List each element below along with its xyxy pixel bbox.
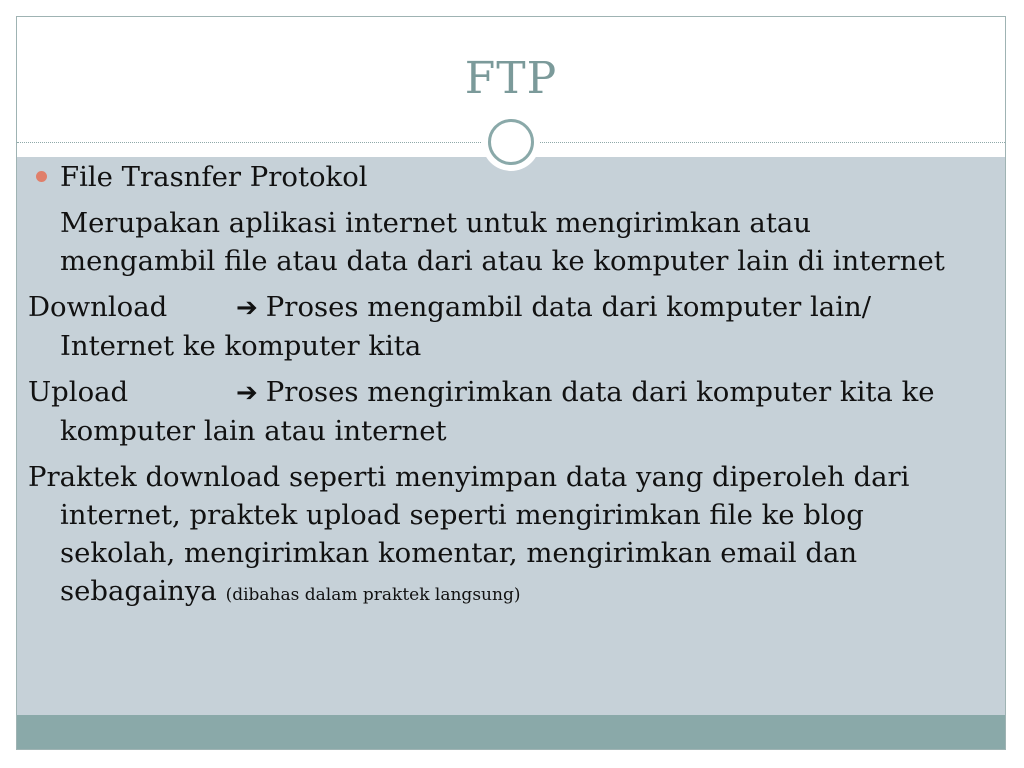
- bullet-dot-icon: [36, 171, 47, 182]
- upload-term: Upload: [28, 376, 129, 408]
- slide-content: [28, 158, 958, 614]
- arrow-right-icon: ➔: [236, 378, 258, 408]
- upload-definition: [28, 373, 958, 450]
- ornament-inner: [495, 126, 527, 158]
- download-definition: [28, 288, 958, 365]
- bullet-description: Merupakan aplikasi internet untuk mengirimkan atau mengambil file atau data dari atau ke komputer lain di internet: [60, 207, 945, 277]
- practice-note: (dibahas dalam praktek langsung): [225, 585, 521, 605]
- practice-paragraph: [28, 458, 958, 614]
- upload-text: Proses mengirimkan data dari komputer kita ke komputer lain atau internet: [60, 376, 935, 447]
- download-text: Proses mengambil data dari komputer lain/ Internet ke komputer kita: [60, 291, 871, 362]
- download-term: Download: [28, 291, 168, 323]
- slide-title: FTP: [464, 53, 558, 104]
- practice-text: Praktek download seperti menyimpan data yang diperoleh dari internet, praktek upload seperti mengirimkan file ke blog sekolah, mengirimkan komentar, mengirimkan email dan sebagainya: [28, 461, 910, 607]
- arrow-right-icon: ➔: [236, 293, 258, 323]
- footer-band: [17, 715, 1005, 750]
- bullet-item: [28, 158, 958, 196]
- bullet-heading: File Trasnfer Protokol: [60, 161, 368, 193]
